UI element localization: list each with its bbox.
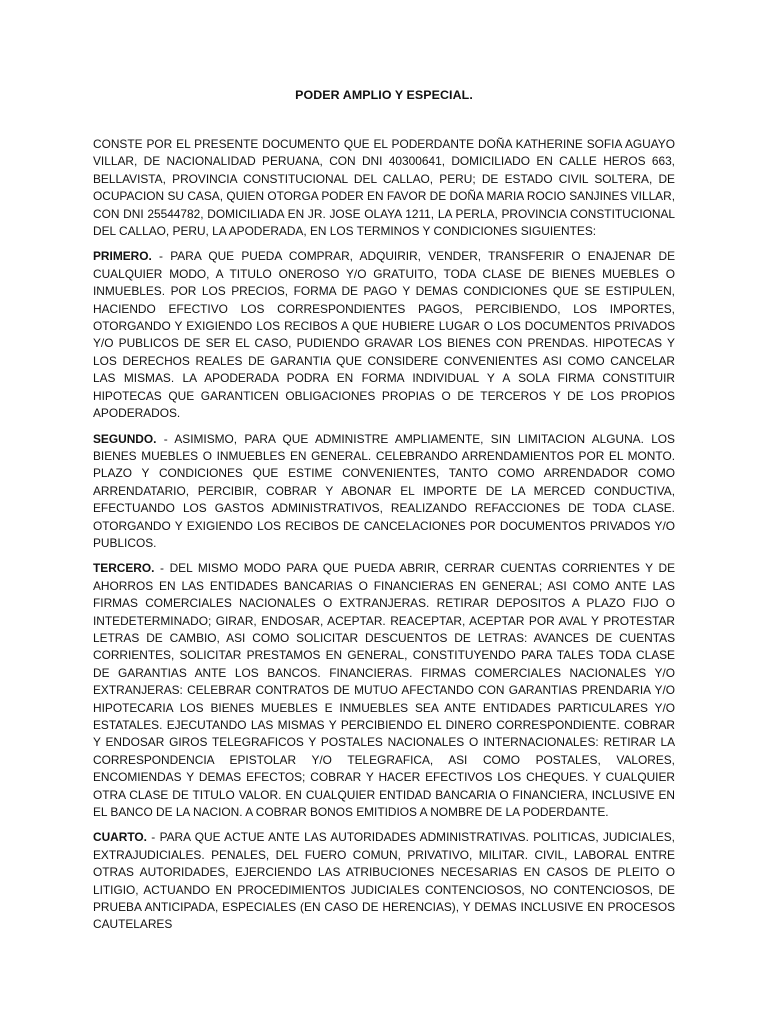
clause-text: - PARA QUE ACTUE ANTE LAS AUTORIDADES ADMINISTRATIVAS. POLITICAS, JUDICIALES, EXTRAJUDICIALES. PENALES, DEL FUERO COMUN, PRIVATIVO, MILITAR. CIVIL, LABORAL ENTRE OTRAS AUTORIDADES, EJERCIENDO LAS ATRIBUCIONES NECESARIAS EN CASOS DE PLEITO O LITIGIO, ACTUANDO EN PROCEDIMIENTOS JUDICIALES CONTENCIOSOS, NO CONTENCIOSOS, DE PRUEBA ANTICIPADA, ESPECIALES (EN CASO DE HERENCIAS), Y DEMAS INCLUSIVE EN PROCESOS CAUTELARES [93,830,675,932]
intro-paragraph: CONSTE POR EL PRESENTE DOCUMENTO QUE EL PODERDANTE DOÑA KATHERINE SOFIA AGUAYO VILLAR, DE NACIONALIDAD PERUANA, CON DNI 40300641, DOMICILIADO EN CALLE HEROS 663, BELLAVISTA, PROVINCIA CONSTITUCIONAL DEL CALLAO, PERU; DE ESTADO CIVIL SOLTERA, DE OCUPACION SU CASA, QUIEN OTORGA PODER EN FAVOR DE DOÑA MARIA ROCIO SANJINES VILLAR, CON DNI 25544782, DOMICILIADA EN JR. JOSE OLAYA 1211, LA PERLA, PROVINCIA CONSTITUCIONAL DEL CALLAO, PERU, LA APODERADA, EN LOS TERMINOS Y CONDICIONES SIGUIENTES: [93,137,675,239]
clause-cuarto [93,829,675,933]
clause-text: - PARA QUE PUEDA COMPRAR, ADQUIRIR, VENDER, TRANSFERIR O ENAJENAR DE CUALQUIER MODO, A TITULO ONEROSO Y/O GRATUITO, TODA CLASE DE BIENES MUEBLES O INMUEBLES. POR LOS PRECIOS, FORMA DE PAGO Y DEMAS CONDICIONES QUE SE ESTIPULEN, HACIENDO EFECTIVO LOS CORRESPONDIENTES PAGOS, PERCIBIENDO, LOS IMPORTES, OTORGANDO Y EXIGIENDO LOS RECIBOS A QUE HUBIERE LUGAR O LOS DOCUMENTOS PRIVADOS Y/O PUBLICOS DE SER EL CASO, PUDIENDO GRAVAR LOS BIENES CON PRENDAS. HIPOTECAS Y LOS DERECHOS REALES DE GARANTIA QUE CONSIDERE CONVENIENTES ASI COMO CANCELAR LAS MISMAS. LA APODERADA PODRA EN FORMA INDIVIDUAL Y A SOLA FIRMA CONSTITUIR HIPOTECAS QUE GARANTICEN OBLIGACIONES PROPIAS O DE TERCEROS Y DE LOS PROPIOS APODERADOS. [93,249,675,421]
clause-label: CUARTO. [93,830,147,845]
clause-tercero [93,560,675,821]
clause-label: TERCERO. [93,561,155,576]
clause-label: PRIMERO. [93,249,152,264]
clause-primero [93,248,675,422]
clause-text: - ASIMISMO, PARA QUE ADMINISTRE AMPLIAMENTE, SIN LIMITACION ALGUNA. LOS BIENES MUEBLES O INMUEBLES EN GENERAL. CELEBRANDO ARRENDAMIENTOS POR EL MONTO. PLAZO Y CONDICIONES QUE ESTIME CONVENIENTES, TANTO COMO ARRENDADOR COMO ARRENDATARIO, PERCIBIR, COBRAR Y ABONAR EL IMPORTE DE LA MERCED CONDUCTIVA, EFECTUANDO LOS GASTOS ADMINISTRATIVOS, REALIZANDO REFACCIONES DE TODA CLASE. OTORGANDO Y EXIGIENDO LOS RECIBOS DE CANCELACIONES POR DOCUMENTOS PRIVADOS Y/O PUBLICOS. [93,431,675,550]
document-title: PODER AMPLIO Y ESPECIAL. [295,88,473,102]
clause-label: SEGUNDO. [93,431,157,446]
clause-text: - DEL MISMO MODO PARA QUE PUEDA ABRIR, CERRAR CUENTAS CORRIENTES Y DE AHORROS EN LAS ENTIDADES BANCARIAS O FINANCIERAS EN GENERAL; ASI COMO ANTE LAS FIRMAS COMERCIALES NACIONALES O EXTRANJERAS. RETIRAR DEPOSITOS A PLAZO FIJO O INTEDETERMINADO; GIRAR, ENDOSAR, ACEPTAR. REACEPTAR, ACEPTAR POR AVAL Y PROTESTAR LETRAS DE CAMBIO, ASI COMO SOLICITAR DESCUENTOS DE LETRAS: AVANCES DE CUENTAS CORRIENTES, SOLICITAR PRESTAMOS EN GENERAL, CONSTITUYENDO PARA TALES TODA CLASE DE GARANTIAS ANTE LOS BANCOS. FINANCIERAS. FIRMAS COMERCIALES NACIONALES Y/O EXTRANJERAS: CELEBRAR CONTRATOS DE MUTUO AFECTANDO CON GARANTIAS PRENDARIA Y/O HIPOTECARIA LOS BIENES MUEBLES E INMUEBLES SEA ANTE ENTIDADES PARTICULARES Y/O ESTATALES. EJECUTANDO LAS MISMAS Y PERCIBIENDO EL DINERO CORRESPONDIENTE. COBRAR Y ENDOSAR GIROS TELEGRAFICOS Y POSTALES NACIONALES O INTERNACIONALES: RETIRAR LA CORRESPONDENCIA EPISTOLAR Y/O TELEGRAFICA, ASI COMO POSTALES, VALORES, ENCOMIENDAS Y DEMAS EFECTOS; COBRAR Y HACER EFECTIVOS LOS CHEQUES. Y CUALQUIER OTRA CLASE DE TITULO VALOR. EN CUALQUIER ENTIDAD BANCARIA O FINANCIERA, INCLUSIVE EN EL BANCO DE LA NACION. A COBRAR BONOS EMITIDIOS A NOMBRE DE LA PODERDANTE. [93,561,675,820]
document-body [93,136,675,942]
clause-segundo [93,431,675,553]
